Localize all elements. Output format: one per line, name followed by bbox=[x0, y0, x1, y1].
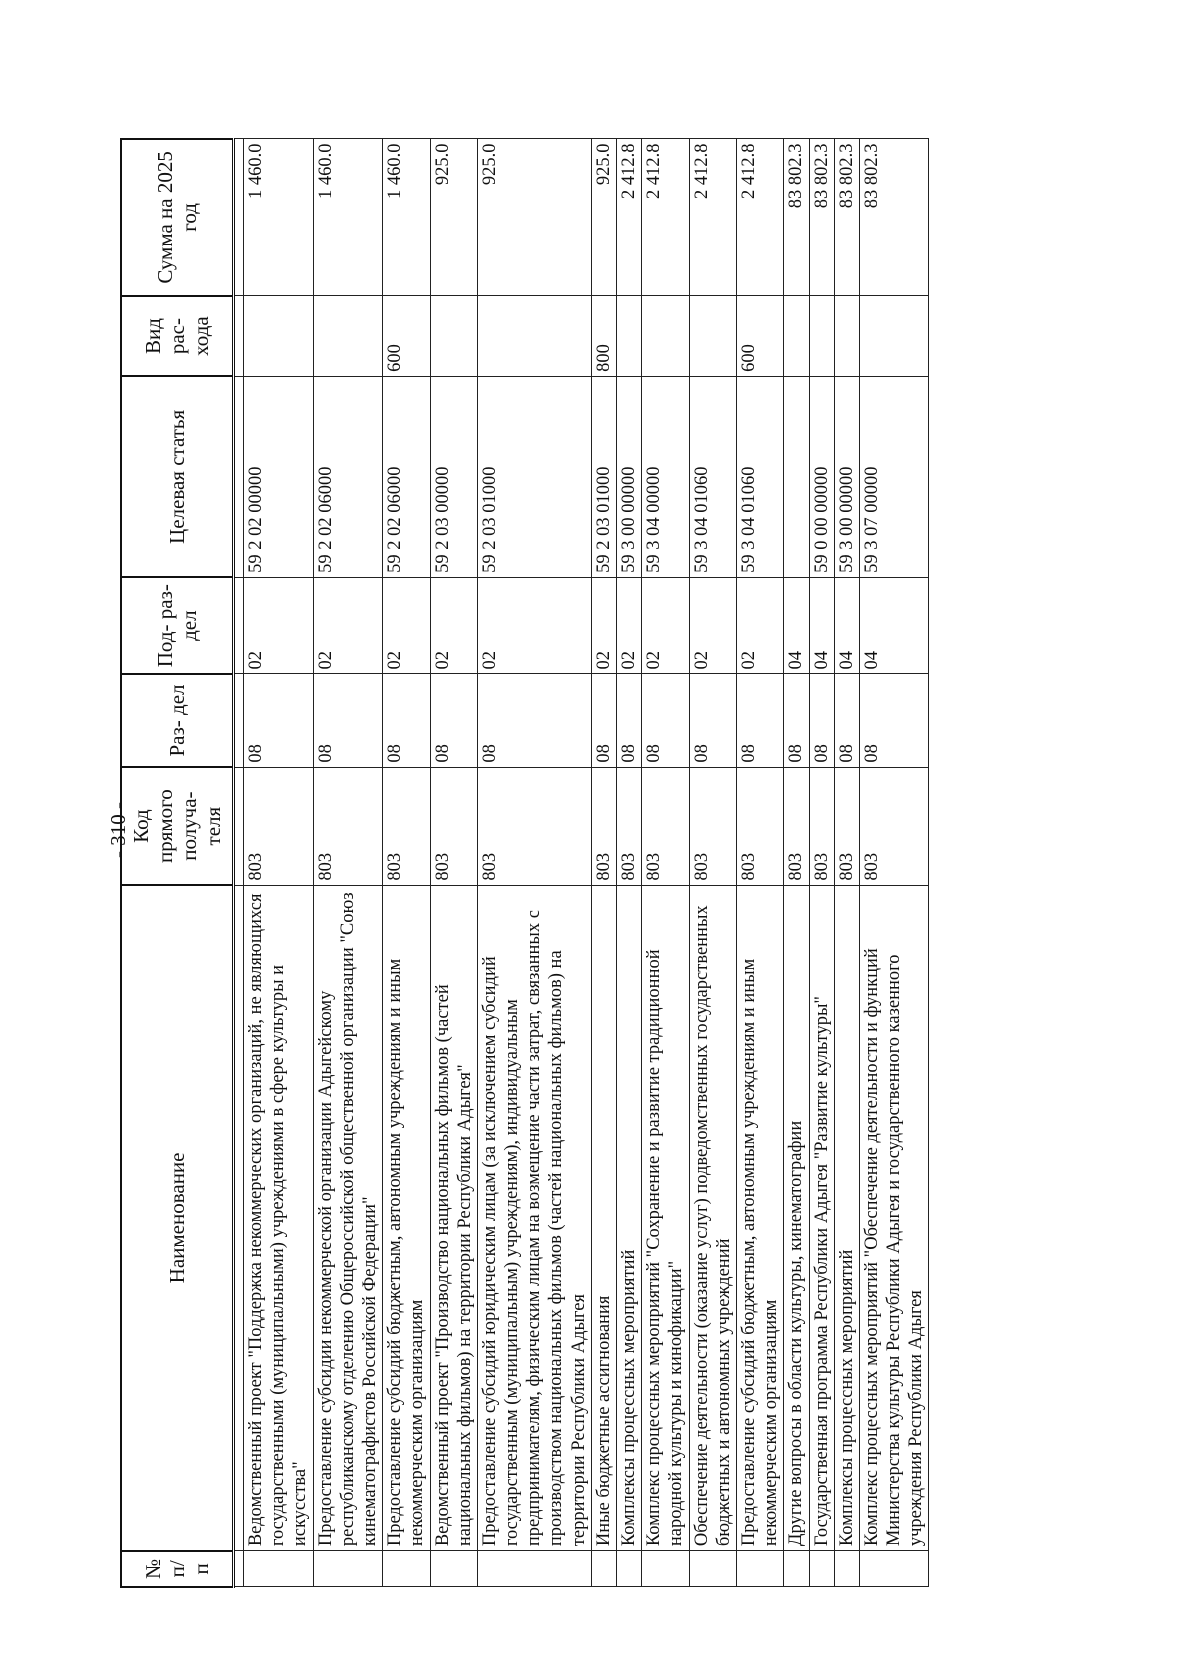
table-body bbox=[234, 139, 929, 1587]
page-number: - 310 - bbox=[106, 802, 130, 858]
row-subsection: 02 bbox=[313, 577, 383, 674]
row-section: 08 bbox=[244, 674, 314, 767]
row-recipient-code: 803 bbox=[383, 767, 430, 885]
table-row bbox=[834, 139, 859, 1587]
row-subsection: 02 bbox=[736, 577, 783, 674]
row-recipient-code: 803 bbox=[736, 767, 783, 885]
row-expense-type: 800 bbox=[591, 296, 616, 377]
row-subsection: 02 bbox=[617, 577, 642, 674]
table-row bbox=[477, 139, 591, 1587]
row-amount: 2 412.8 bbox=[736, 139, 783, 296]
header-subsection: Под- раз- дел bbox=[121, 577, 234, 674]
row-amount: 2 412.8 bbox=[617, 139, 642, 296]
row-section: 08 bbox=[642, 674, 689, 767]
row-subsection: 02 bbox=[477, 577, 591, 674]
row-section: 08 bbox=[383, 674, 430, 767]
row-expense-type bbox=[809, 296, 834, 377]
row-subsection: 04 bbox=[859, 577, 929, 674]
row-expense-type: 600 bbox=[383, 296, 430, 377]
row-num bbox=[430, 1551, 477, 1587]
row-num bbox=[784, 1551, 809, 1587]
table-row bbox=[244, 139, 314, 1587]
row-expense-type bbox=[477, 296, 591, 377]
row-amount: 925.0 bbox=[591, 139, 616, 296]
header-name: Наименование bbox=[121, 885, 234, 1551]
row-recipient-code: 803 bbox=[617, 767, 642, 885]
row-subsection: 02 bbox=[642, 577, 689, 674]
row-name: Предоставление субсидий бюджетным, автономным учреждениям и иным некоммерческим организациям bbox=[736, 885, 783, 1551]
table-row bbox=[313, 139, 383, 1587]
row-target-article: 59 2 03 00000 bbox=[430, 376, 477, 577]
row-amount: 83 802.3 bbox=[784, 139, 809, 296]
row-expense-type bbox=[313, 296, 383, 377]
table-row bbox=[383, 139, 430, 1587]
table-row bbox=[784, 139, 809, 1587]
row-recipient-code: 803 bbox=[784, 767, 809, 885]
row-section: 08 bbox=[617, 674, 642, 767]
header-target-article: Целевая статья bbox=[121, 376, 234, 577]
row-num bbox=[642, 1551, 689, 1587]
row-name: Предоставление субсидии некоммерческой организации Адыгейскому республиканскому отделению Общероссийской общественной организации "Союз кинематографистов Российской Федерации" bbox=[313, 885, 383, 1551]
row-recipient-code: 803 bbox=[642, 767, 689, 885]
row-target-article: 59 3 07 00000 bbox=[859, 376, 929, 577]
row-name: Другие вопросы в области культуры, кинематографии bbox=[784, 885, 809, 1551]
row-subsection: 02 bbox=[689, 577, 736, 674]
row-subsection: 02 bbox=[430, 577, 477, 674]
row-section: 08 bbox=[736, 674, 783, 767]
row-section: 08 bbox=[784, 674, 809, 767]
row-expense-type bbox=[617, 296, 642, 377]
table-row bbox=[736, 139, 783, 1587]
row-expense-type: 600 bbox=[736, 296, 783, 377]
table-spacer-row bbox=[234, 139, 244, 1587]
header-num: № п/п bbox=[121, 1551, 234, 1587]
row-target-article: 59 2 02 00000 bbox=[244, 376, 314, 577]
table-row bbox=[430, 139, 477, 1587]
row-subsection: 02 bbox=[383, 577, 430, 674]
row-name: Предоставление субсидий юридическим лицам (за исключением субсидий государственным (муниципальным) учреждениям), индивидуальным предпринимателям, физическим лицам на возмещение части затрат, связанных с производством национальных фильмов (частей национальных фильмов) на территории Республики Адыгея bbox=[477, 885, 591, 1551]
row-amount: 1 460.0 bbox=[244, 139, 314, 296]
row-name: Комплекс процессных мероприятий "Сохранение и развитие традиционной народной культуры и кинофикации" bbox=[642, 885, 689, 1551]
row-recipient-code: 803 bbox=[859, 767, 929, 885]
row-section: 08 bbox=[809, 674, 834, 767]
row-num bbox=[689, 1551, 736, 1587]
header-recipient-code: Код прямого получа- теля bbox=[121, 767, 234, 885]
row-name: Государственная программа Республики Адыгея "Развитие культуры" bbox=[809, 885, 834, 1551]
row-target-article: 59 3 04 00000 bbox=[642, 376, 689, 577]
row-name: Иные бюджетные ассигнования bbox=[591, 885, 616, 1551]
row-subsection: 04 bbox=[809, 577, 834, 674]
row-name: Ведомственный проект "Производство национальных фильмов (частей национальных фильмов) на территории Республики Адыгея" bbox=[430, 885, 477, 1551]
row-subsection: 02 bbox=[591, 577, 616, 674]
row-target-article: 59 0 00 00000 bbox=[809, 376, 834, 577]
row-num bbox=[809, 1551, 834, 1587]
row-amount: 1 460.0 bbox=[313, 139, 383, 296]
header-section: Раз- дел bbox=[121, 674, 234, 767]
row-section: 08 bbox=[859, 674, 929, 767]
row-target-article: 59 2 02 06000 bbox=[313, 376, 383, 577]
row-section: 08 bbox=[689, 674, 736, 767]
row-recipient-code: 803 bbox=[477, 767, 591, 885]
row-num bbox=[736, 1551, 783, 1587]
row-section: 08 bbox=[477, 674, 591, 767]
row-num bbox=[617, 1551, 642, 1587]
row-name: Комплекс процессных мероприятий "Обеспечение деятельности и функций Министерства культуры Республики Адыгея и государственного казенного учреждения Республики Адыгея bbox=[859, 885, 929, 1551]
row-amount: 83 802.3 bbox=[809, 139, 834, 296]
budget-table bbox=[120, 138, 929, 1588]
row-subsection: 04 bbox=[834, 577, 859, 674]
table-header-row bbox=[121, 139, 234, 1587]
row-target-article: 59 2 03 01000 bbox=[477, 376, 591, 577]
table-row bbox=[642, 139, 689, 1587]
row-expense-type bbox=[244, 296, 314, 377]
row-target-article: 59 3 04 01060 bbox=[689, 376, 736, 577]
row-amount: 925.0 bbox=[477, 139, 591, 296]
table-row bbox=[809, 139, 834, 1587]
row-name: Комплексы процессных мероприятий bbox=[834, 885, 859, 1551]
row-name: Ведомственный проект "Поддержка некоммерческих организаций, не являющихся государственными (муниципальными) учреждениями в сфере культуры и искусства" bbox=[244, 885, 314, 1551]
row-expense-type bbox=[642, 296, 689, 377]
row-num bbox=[477, 1551, 591, 1587]
row-num bbox=[383, 1551, 430, 1587]
row-expense-type bbox=[834, 296, 859, 377]
table-row bbox=[859, 139, 929, 1587]
row-recipient-code: 803 bbox=[809, 767, 834, 885]
row-recipient-code: 803 bbox=[689, 767, 736, 885]
row-section: 08 bbox=[430, 674, 477, 767]
row-amount: 1 460.0 bbox=[383, 139, 430, 296]
header-expense-type: Вид рас- хода bbox=[121, 296, 234, 377]
row-amount: 2 412.8 bbox=[642, 139, 689, 296]
row-target-article: 59 3 00 00000 bbox=[617, 376, 642, 577]
row-target-article bbox=[784, 376, 809, 577]
row-target-article: 59 3 00 00000 bbox=[834, 376, 859, 577]
rotated-page bbox=[100, 70, 1110, 1590]
row-section: 08 bbox=[834, 674, 859, 767]
table-row bbox=[617, 139, 642, 1587]
row-num bbox=[834, 1551, 859, 1587]
row-recipient-code: 803 bbox=[834, 767, 859, 885]
row-num bbox=[244, 1551, 314, 1587]
row-target-article: 59 2 03 01000 bbox=[591, 376, 616, 577]
row-recipient-code: 803 bbox=[430, 767, 477, 885]
row-recipient-code: 803 bbox=[313, 767, 383, 885]
row-name: Обеспечение деятельности (оказание услуг) подведомственных государственных бюджетных и автономных учреждений bbox=[689, 885, 736, 1551]
row-num bbox=[313, 1551, 383, 1587]
row-expense-type bbox=[784, 296, 809, 377]
row-section: 08 bbox=[313, 674, 383, 767]
row-expense-type bbox=[859, 296, 929, 377]
row-target-article: 59 2 02 06000 bbox=[383, 376, 430, 577]
row-amount: 83 802.3 bbox=[834, 139, 859, 296]
row-amount: 925.0 bbox=[430, 139, 477, 296]
row-amount: 83 802.3 bbox=[859, 139, 929, 296]
row-subsection: 02 bbox=[244, 577, 314, 674]
header-amount-2025: Сумма на 2025 год bbox=[121, 139, 234, 296]
table-row bbox=[591, 139, 616, 1587]
row-amount: 2 412.8 bbox=[689, 139, 736, 296]
row-name: Предоставление субсидий бюджетным, автономным учреждениям и иным некоммерческим организациям bbox=[383, 885, 430, 1551]
row-name: Комплексы процессных мероприятий bbox=[617, 885, 642, 1551]
row-recipient-code: 803 bbox=[591, 767, 616, 885]
table-row bbox=[689, 139, 736, 1587]
row-recipient-code: 803 bbox=[244, 767, 314, 885]
row-expense-type bbox=[430, 296, 477, 377]
row-target-article: 59 3 04 01060 bbox=[736, 376, 783, 577]
row-expense-type bbox=[689, 296, 736, 377]
row-num bbox=[859, 1551, 929, 1587]
row-subsection: 04 bbox=[784, 577, 809, 674]
row-num bbox=[591, 1551, 616, 1587]
row-section: 08 bbox=[591, 674, 616, 767]
